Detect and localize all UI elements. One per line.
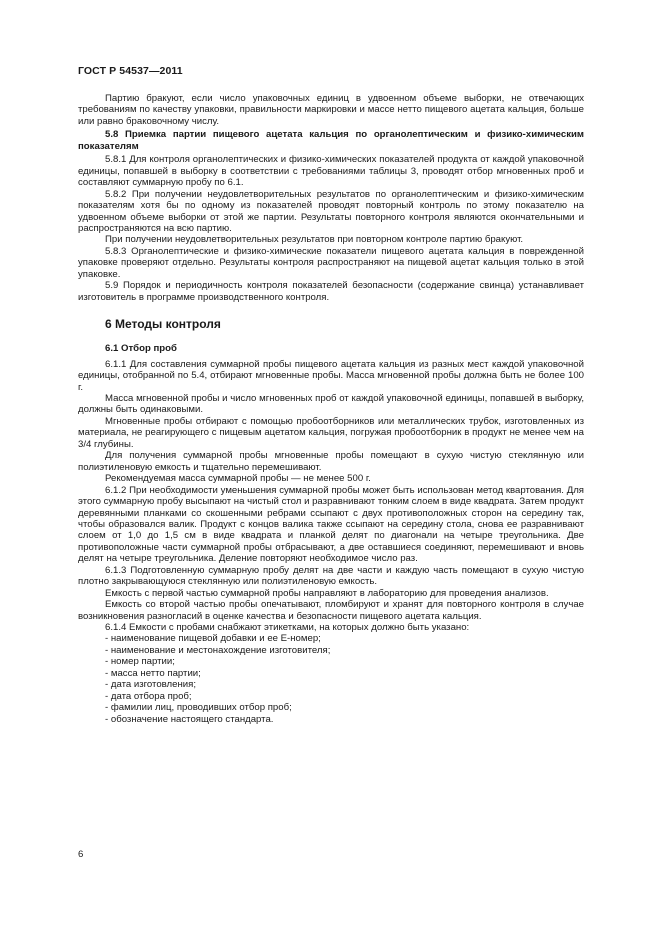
paragraph: Емкость со второй частью пробы опечатывают, пломбируют и хранят для повторного контроля в случае возникновения разногласий в оценке качества и безопасности пищевого ацетата кальция. xyxy=(78,599,584,622)
list-item: - масса нетто партии; xyxy=(78,668,584,679)
subsection-heading-6-1: 6.1 Отбор проб xyxy=(105,343,177,355)
list-item: - наименование и местонахождение изготовителя; xyxy=(78,645,584,656)
document-body xyxy=(78,93,584,725)
paragraph-5-8-2b: При получении неудовлетворительных результатов при повторном контроле партию бракуют. xyxy=(105,234,524,246)
paragraph-5-9: 5.9 Порядок и периодичность контроля показателей безопасности (содержание свинца) устанавливает изготовитель в программе производственного контроля. xyxy=(78,280,584,303)
section-heading-5-8: 5.8 Приемка партии пищевого ацетата кальция по органолептическим и физико-химическим показателям xyxy=(78,129,584,152)
paragraph: Масса мгновенной пробы и число мгновенных проб от каждой упаковочной единицы, попавшей в выборку, должны быть одинаковыми. xyxy=(78,392,584,416)
paragraph-5-8-2: 5.8.2 При получении неудовлетворительных результатов по органолептическим и физико-химическим показателям хотя бы по одному из показателей проводят повторный контроль по этому показателю на удвоенном объеме выборки от этой же партии. Результаты повторного контроля являются окончательными и распространяются на всю партию. xyxy=(78,188,584,234)
paragraph-6-1-3: 6.1.3 Подготовленную суммарную пробу делят на две части и каждую часть помещают в сухую чистую плотно закрывающуюся стеклянную или полиэтиленовую емкость. xyxy=(78,564,584,588)
paragraph-5-8-3: 5.8.3 Органолептические и физико-химические показатели пищевого ацетата кальция в поврежденной упаковке проверяют отдельно. Результаты контроля распространяют на пищевой ацетат кальция только в этой упаковке. xyxy=(78,245,584,280)
list-item: - дата отбора проб; xyxy=(78,691,584,702)
list-item: - номер партии; xyxy=(78,656,584,667)
list-item: - дата изготовления; xyxy=(78,679,584,690)
paragraph-6-1-2: 6.1.2 При необходимости уменьшения суммарной пробы может быть использован метод квартования. Для этого суммарную пробу высыпают на чистый стол и разравнивают тонким слоем в виде квадрата. Затем продукт деревянными планками со скошенными ребрами ссыпают с двух противоположных сторон на середину так, чтобы образовался валик. Продукт с концов валика также ссыпают на середину стола, снова ее разравнивают слоем от 1,0 до 1,5 см в виде квадрата и планкой делят по диагонали на четыре треугольника. Две противоположные части суммарной пробы отбрасывают, а две оставшиеся соединяют, перемешивают и вновь делят на четыре треугольника. Деление повторяют необходимое число раз. xyxy=(78,484,584,565)
paragraph: Емкость с первой частью суммарной пробы направляют в лабораторию для проведения анализов. xyxy=(105,587,549,599)
paragraph-5-8-1: 5.8.1 Для контроля органолептических и физико-химических показателей продукта от каждой упаковочной единицы, попавшей в выборку в соответствии с требованиями таблицы 3, проводят отбор мгновенных проб и составляют суммарную пробу по 6.1. xyxy=(78,154,584,189)
paragraph-6-1-4: 6.1.4 Емкости с пробами снабжают этикетками, на которых должно быть указано: xyxy=(105,622,470,634)
list-item: - наименование пищевой добавки и ее Е-номер; xyxy=(78,633,584,644)
paragraph: Для получения суммарной пробы мгновенные пробы помещают в сухую чистую стеклянную или полиэтиленовую емкость и тщательно перемешивают. xyxy=(78,450,584,473)
section-heading-6: 6 Методы контроля xyxy=(105,317,221,332)
label-requirements-list xyxy=(78,633,584,725)
paragraph-6-1-1: 6.1.1 Для составления суммарной пробы пищевого ацетата кальция из разных мест каждой упаковочной единицы, отобранной по 5.4, отбирают мгновенные пробы. Масса мгновенной пробы должна быть не более 100 г. xyxy=(78,358,584,393)
document-header: ГОСТ Р 54537—2011 xyxy=(78,65,183,77)
list-item: - обозначение настоящего стандарта. xyxy=(78,714,584,725)
paragraph: Мгновенные пробы отбирают с помощью пробоотборников или металлических трубок, изготовленных из материала, не реагирующего с пищевым ацетатом кальция, погружая пробоотборник в продукт не менее чем на 3/4 глубины. xyxy=(78,415,584,450)
list-item: - фамилии лиц, проводивших отбор проб; xyxy=(78,702,584,713)
paragraph: Партию бракуют, если число упаковочных единиц в удвоенном объеме выборки, не отвечающих требованиям по качеству упаковки, правильности маркировки и массе нетто пищевого ацетата кальция, больше или равно браковочному числу. xyxy=(78,93,584,127)
paragraph: Рекомендуемая масса суммарной пробы — не менее 500 г. xyxy=(105,473,371,485)
page-number: 6 xyxy=(78,849,84,860)
